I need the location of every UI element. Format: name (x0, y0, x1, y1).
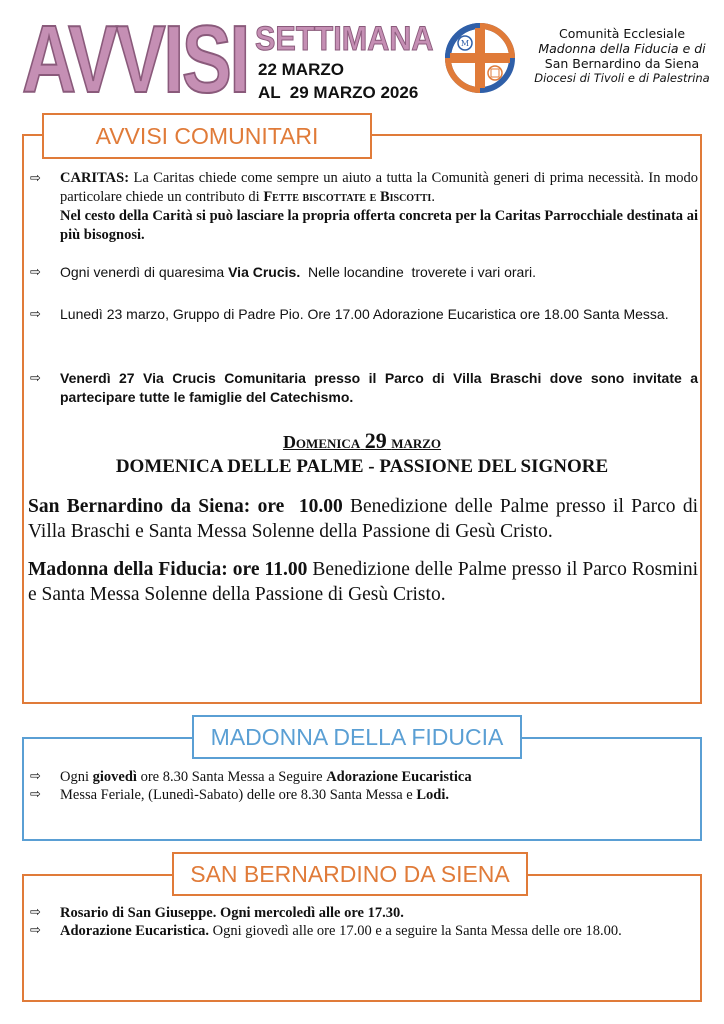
arrow-bullet-icon: ⇨ (30, 171, 41, 186)
rosario-text: Rosario di San Giuseppe. Ogni mercoledì alle ore 17.30. (60, 905, 404, 921)
avvisi-heading: AVVISI (22, 6, 248, 113)
community-line-2: Madonna della Fiducia e di (538, 41, 706, 56)
domenica-number: 29 (364, 428, 387, 453)
community-line-3: San Bernardino da Siena (544, 56, 700, 71)
venerdi-27-text: Venerdì 27 Via Crucis Comunitaria presso il Parco di Villa Braschi dove sono invitate a partecipare tutte le famiglie del Catechismo. (60, 370, 698, 405)
caritas-text-end: . (431, 189, 435, 205)
arrow-bullet-icon: ⇨ (30, 905, 41, 920)
madonna-fiducia-title: MADONNA DELLA FIDUCIA (192, 715, 522, 759)
list-item-caritas (30, 169, 698, 245)
community-line-1: Comunità Ecclesiale (558, 26, 686, 41)
madonna-fiducia-desc: Benedizione delle Palme presso il Parco Rosmini e Santa Messa Solenne della Passione di Gesù Cristo. (28, 559, 698, 605)
list-item-adorazione (30, 922, 698, 940)
adorazione-label: Adorazione Eucaristica. (60, 923, 210, 939)
list-item-venerdi-27 (30, 369, 698, 407)
giovedi-day: giovedì (92, 769, 137, 785)
domenica-title: DOMENICA DELLE PALME - PASSIONE DEL SIGNORE (115, 456, 609, 477)
via-crucis-bold: Via Crucis. (228, 264, 301, 280)
domenica-month: marzo (391, 432, 442, 452)
date-line-1: 22 MARZO (258, 60, 344, 79)
church-cross-logo-icon (444, 22, 516, 94)
list-item-giovedi (30, 768, 698, 786)
list-item-messa-feriale (30, 786, 698, 804)
list-item-rosario (30, 904, 698, 922)
arrow-bullet-icon: ⇨ (30, 307, 41, 322)
messa-feriale-text: Messa Feriale, (Lunedì-Sabato) delle ore 8.30 Santa Messa e (60, 787, 417, 803)
arrow-bullet-icon: ⇨ (30, 787, 41, 802)
via-crucis-text: Ogni venerdì di quaresima (60, 264, 229, 280)
domenica-word: Domenica (282, 432, 361, 452)
arrow-bullet-icon: ⇨ (30, 265, 41, 280)
san-bernardino-desc: Benedizione delle Palme presso il Parco di Villa Braschi e Santa Messa Solenne della Passione di Gesù Cristo. (28, 496, 698, 542)
week-dates (258, 58, 418, 104)
caritas-offer: Nel cesto della Carità si può lasciare la propria offerta concreta per la Caritas Parrocchiale destinata ai più bisognosi. (60, 208, 698, 243)
svg-text:M: M (460, 39, 470, 48)
date-line-2: AL 29 MARZO 2026 (258, 83, 419, 102)
caritas-goods: Fette biscottate e Biscotti (263, 189, 432, 205)
madonna-fiducia-time: Madonna della Fiducia: ore 11.00 (28, 559, 308, 580)
giovedi-text: ore 8.30 Santa Messa a Seguire (136, 769, 327, 785)
giovedi-pre: Ogni (60, 769, 93, 785)
settimana-heading: SETTIMANA (255, 20, 434, 58)
padre-pio-text: Lunedì 23 marzo, Gruppo di Padre Pio. Ore 17.00 Adorazione Eucaristica ore 18.00 Santa Messa. (60, 306, 669, 322)
giovedi-adorazione: Adorazione Eucaristica (326, 769, 472, 785)
community-line-4: Diocesi di Tivoli e di Palestrina (534, 71, 710, 85)
list-item-via-crucis (30, 263, 698, 282)
madonna-fiducia-palme (28, 557, 698, 607)
domenica-date (0, 428, 724, 454)
san-bernardino-title: SAN BERNARDINO DA SIENA (172, 852, 528, 896)
arrow-bullet-icon: ⇨ (30, 769, 41, 784)
adorazione-text: Ogni giovedì alle ore 17.00 e a seguire la Santa Messa delle ore 18.00. (209, 923, 622, 939)
via-crucis-note: Nelle locandine troverete i vari orari. (300, 264, 536, 280)
san-bernardino-palme (28, 494, 698, 544)
list-item-padre-pio (30, 305, 698, 324)
arrow-bullet-icon: ⇨ (30, 923, 41, 938)
community-name (524, 26, 720, 86)
caritas-label: CARITAS: (60, 170, 130, 186)
arrow-bullet-icon: ⇨ (30, 371, 41, 386)
caritas-text: La Caritas chiede come sempre un aiuto a tutta la Comunità generi di prima necessità. In modo particolare chiede un contributo di (60, 170, 698, 205)
san-bernardino-time: San Bernardino da Siena: ore 10.00 (28, 496, 343, 517)
messa-feriale-lodi: Lodi. (416, 787, 449, 803)
avvisi-comunitari-title: AVVISI COMUNITARI (42, 113, 372, 159)
